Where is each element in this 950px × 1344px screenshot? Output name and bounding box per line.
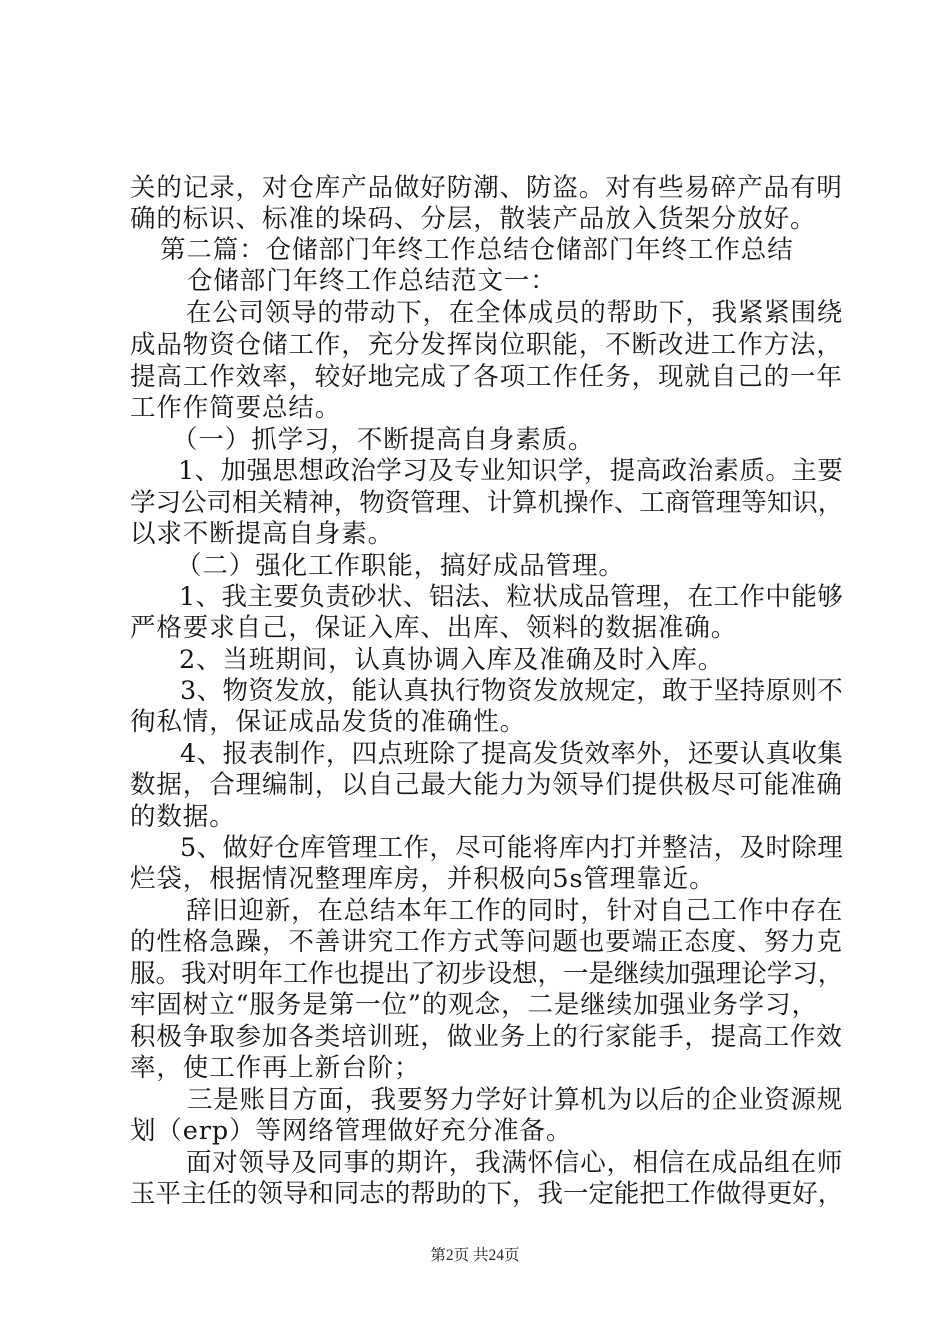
text-line: 的数据。 (130, 802, 236, 832)
text-line: （二）强化工作职能，搞好成品管理。 (176, 551, 625, 581)
text-line: 烂袋，根据情况整理库房，并积极向5s管理靠近。 (130, 864, 716, 894)
text-line: 学习公司相关精神，物资管理、计算机操作、工商管理等知识， (130, 488, 844, 518)
text-line: 第二篇：仓储部门年终工作总结仓储部门年终工作总结 (160, 235, 794, 265)
text-line: 确的标识、标准的垛码、分层，散装产品放入货架分放好。 (130, 204, 817, 234)
text-line: 4、报表制作，四点班除了提高发货效率外，还要认真收集 (180, 739, 844, 769)
text-line: 3、物资发放，能认真执行物资发放规定，敢于坚持原则不 (180, 676, 844, 706)
text-line: 划（erp）等网络管理做好充分准备。 (130, 1116, 573, 1146)
text-line: 关的记录，对仓库产品做好防潮、防盗。对有些易碎产品有明 (130, 173, 843, 203)
page-footer: 第2页 共24页 (430, 1247, 520, 1264)
text-line: 提高工作效率，较好地完成了各项工作任务，现就自己的一年 (130, 362, 843, 392)
text-line: 辞旧迎新，在总结本年工作的同时，针对自己工作中存在 (186, 896, 844, 926)
text-line: （一）抓学习，不断提高自身素质。 (172, 425, 595, 455)
text-line: 以求不断提高自身素。 (130, 519, 395, 549)
text-line: 严格要求自己，保证入库、出库、领料的数据准确。 (130, 613, 738, 643)
text-line: 面对领导及同事的期许，我满怀信心，相信在成品组在师 (186, 1148, 844, 1178)
text-line: 积极争取参加各类培训班，做业务上的行家能手，提高工作效 (130, 1022, 843, 1052)
text-line: 5、做好仓库管理工作，尽可能将库内打并整洁，及时除理 (180, 833, 844, 863)
text-line: 成品物资仓储工作，充分发挥岗位职能，不断改进工作方法， (130, 330, 843, 360)
text-line: 的性格急躁，不善讲究工作方式等问题也要端正态度、努力克 (130, 927, 843, 957)
text-line: 三是账目方面，我要努力学好计算机为以后的企业资源规 (187, 1085, 844, 1115)
text-line: 1、加强思想政治学习及专业知识学，提高政治素质。主要 (178, 456, 844, 486)
text-line: 工作作简要总结。 (130, 393, 342, 423)
text-line: 数据，合理编制，以自己最大能力为领导们提供极尽可能准确 (130, 770, 843, 800)
text-line: 牢固树立“服务是第一位”的观念，二是继续加强业务学习， (130, 990, 818, 1020)
text-line: 1、我主要负责砂状、铝法、粒状成品管理，在工作中能够 (179, 582, 844, 612)
text-line: 玉平主任的领导和同志的帮助的下，我一定能把工作做得更好， (130, 1179, 844, 1209)
text-line: 徇私情，保证成品发货的准确性。 (130, 707, 527, 737)
text-line: 在公司领导的带动下，在全体成员的帮助下，我紧紧围绕 (186, 298, 844, 328)
text-line: 仓储部门年终工作总结范文一： (187, 266, 557, 296)
text-line: 服。我对明年工作也提出了初步设想，一是继续加强理论学习， (130, 959, 844, 989)
text-line: 2、当班期间，认真协调入库及准确及时入库。 (179, 645, 725, 675)
text-line: 率，使工作再上新台阶； (130, 1053, 421, 1083)
